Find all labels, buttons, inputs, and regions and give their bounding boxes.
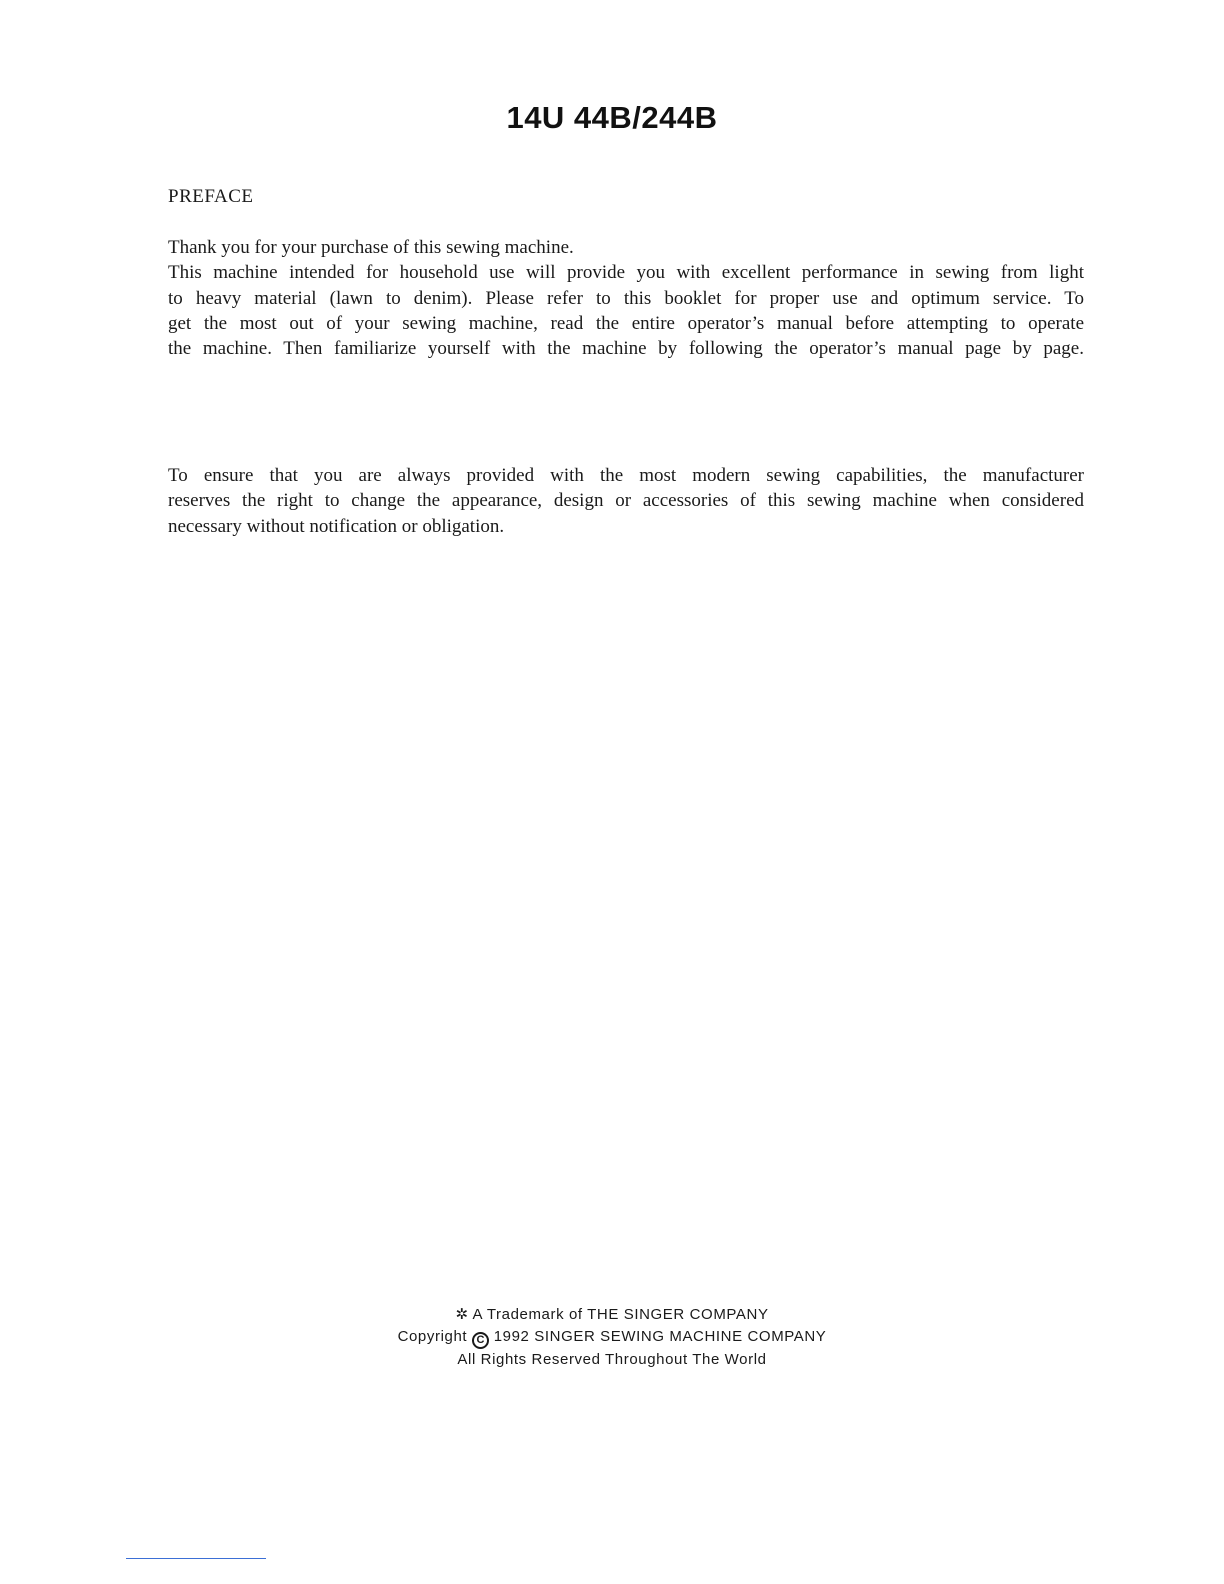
paragraph-line: the machine. Then familiarize yourself with the machine by following the operator’s manual page by page. bbox=[168, 338, 1084, 360]
bottom-rule bbox=[126, 1558, 266, 1559]
notice-paragraph bbox=[168, 463, 1084, 539]
copyright-line bbox=[0, 1326, 1224, 1349]
paragraph-line: to heavy material (lawn to denim). Please refer to this booklet for proper use and optimum service. To bbox=[168, 287, 1084, 309]
paragraph-line: Thank you for your purchase of this sewing machine. bbox=[168, 237, 574, 258]
copyright-prefix: Copyright bbox=[397, 1327, 468, 1345]
paragraph-line: necessary without notification or obligation. bbox=[168, 515, 505, 537]
paragraph-line: To ensure that you are always provided with the most modern sewing capabilities, the manufacturer bbox=[168, 465, 1084, 486]
copyright-icon: C bbox=[472, 1332, 489, 1349]
paragraph-line: reserves the right to change the appearance, design or accessories of this sewing machine when considered bbox=[168, 490, 1084, 512]
preface-paragraph bbox=[168, 235, 1084, 361]
preface-heading: PREFACE bbox=[168, 186, 254, 207]
rights-line: All Rights Reserved Throughout The World bbox=[457, 1350, 767, 1368]
paragraph-line: This machine intended for household use will provide you with excellent performance in sewing from light bbox=[168, 262, 1084, 284]
legal-footer bbox=[0, 1304, 1224, 1370]
model-title: 14U 44B/244B bbox=[506, 100, 718, 135]
trademark-line: ✲ A Trademark of THE SINGER COMPANY bbox=[455, 1306, 769, 1323]
paragraph-line: get the most out of your sewing machine, read the entire operator’s manual before attempting to operate bbox=[168, 312, 1084, 334]
copyright-text: 1992 SINGER SEWING MACHINE COMPANY bbox=[493, 1327, 827, 1345]
